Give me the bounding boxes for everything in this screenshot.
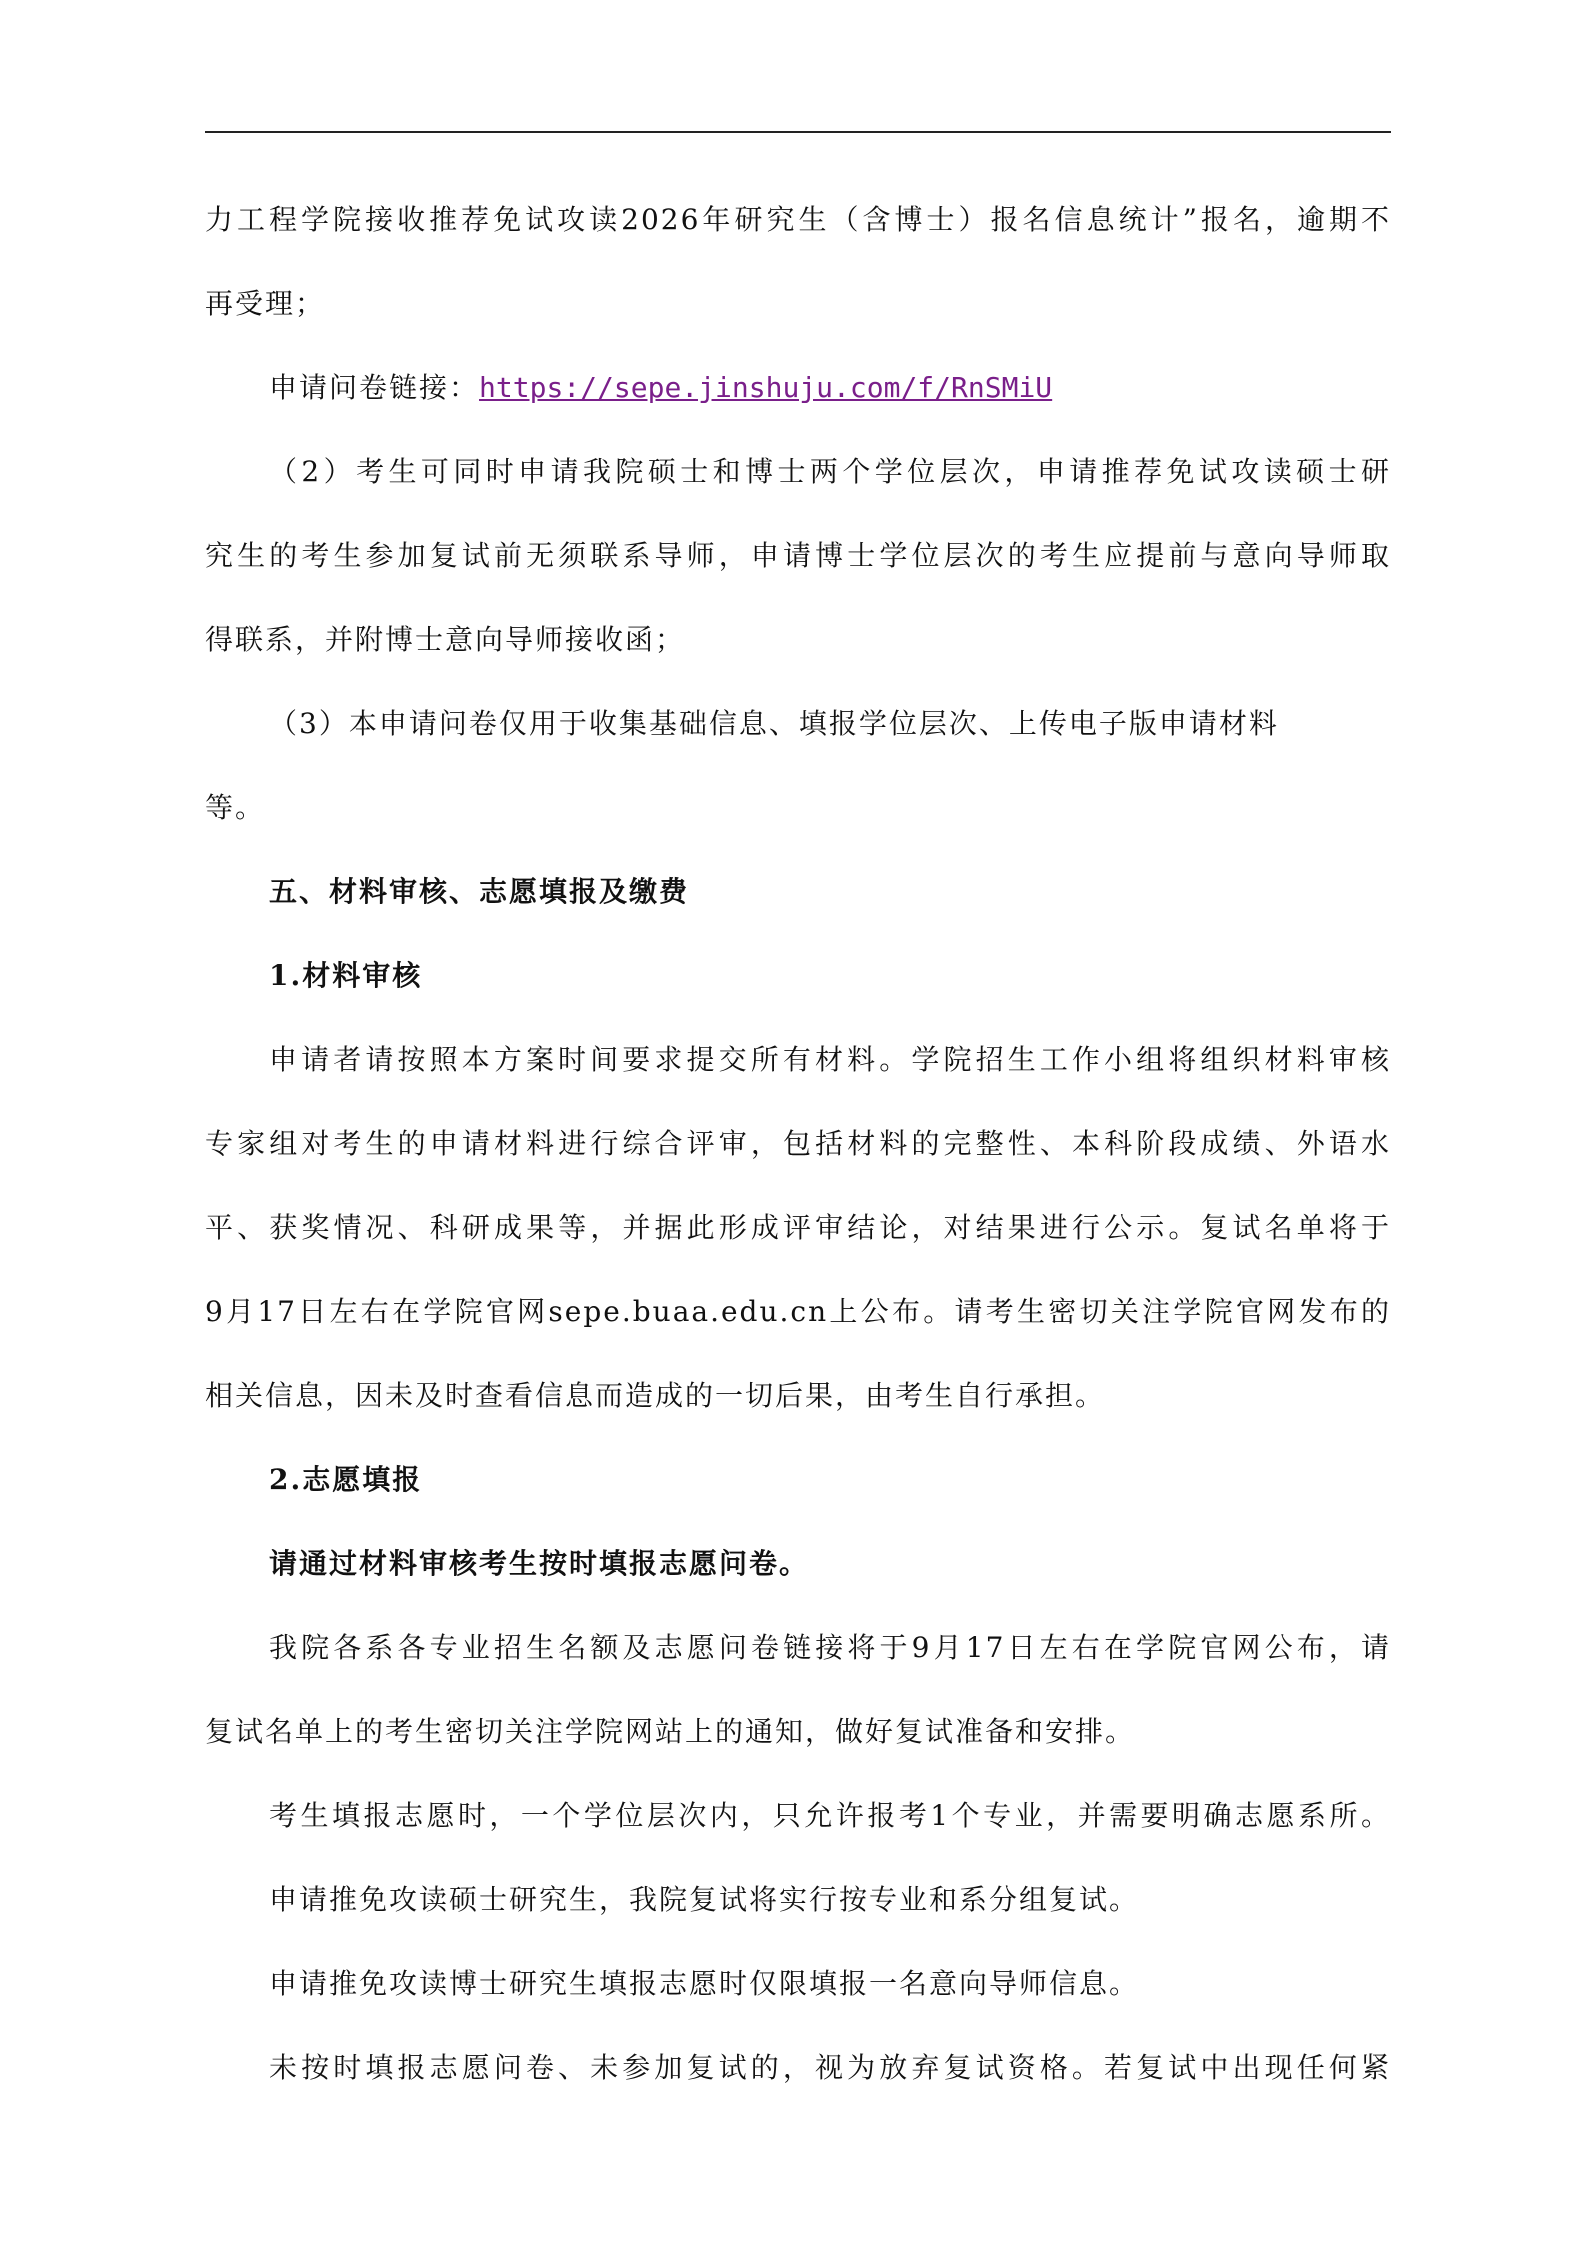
paragraph-line: 相关信息，因未及时查看信息而造成的一切后果，由考生自行承担。 [205,1379,1106,1412]
paragraph-line: 考生填报志愿时，一个学位层次内，只允许报考1个专业，并需要明确志愿系所。 [269,1799,1391,1832]
subsection-heading: 1.材料审核 [269,959,423,992]
paragraph-line: 申请者请按照本方案时间要求提交所有材料。学院招生工作小组将组织材料审核 [269,1043,1391,1076]
paragraph-line: 申请推免攻读硕士研究生，我院复试将实行按专业和系分组复试。 [269,1883,1140,1916]
paragraph-line: 平、获奖情况、科研成果等，并据此形成评审结论，对结果进行公示。复试名单将于 [205,1211,1391,1244]
header-rule [205,131,1391,133]
application-link-line [205,368,1391,408]
application-link[interactable]: https://sepe.jinshuju.com/f/RnSMiU [479,371,1053,404]
subsection-heading: 2.志愿填报 [269,1463,423,1496]
bold-paragraph: 请通过材料审核考生按时填报志愿问卷。 [269,1547,810,1580]
paragraph-line: 再受理； [205,287,326,320]
paragraph-line: （3）本申请问卷仅用于收集基础信息、填报学位层次、上传电子版申请材料 [269,707,1279,740]
paragraph-line: 得联系，并附博士意向导师接收函； [205,623,686,656]
paragraph-line: 究生的考生参加复试前无须联系导师，申请博士学位层次的考生应提前与意向导师取 [205,539,1391,572]
paragraph-line: （2）考生可同时申请我院硕士和博士两个学位层次，申请推荐免试攻读硕士研 [269,455,1391,488]
paragraph-line: 专家组对考生的申请材料进行综合评审，包括材料的完整性、本科阶段成绩、外语水 [205,1127,1391,1160]
paragraph-line: 申请推免攻读博士研究生填报志愿时仅限填报一名意向导师信息。 [269,1967,1140,2000]
paragraph-line: 未按时填报志愿问卷、未参加复试的，视为放弃复试资格。若复试中出现任何紧 [269,2051,1391,2084]
paragraph-line: 复试名单上的考生密切关注学院网站上的通知，做好复试准备和安排。 [205,1715,1136,1748]
paragraph-line: 力工程学院接收推荐免试攻读2026年研究生（含博士）报名信息统计”报名，逾期不 [205,203,1391,236]
link-label: 申请问卷链接： [269,371,480,404]
paragraph-line: 9月17日左右在学院官网sepe.buaa.edu.cn上公布。请考生密切关注学院官网发布的 [205,1295,1391,1328]
paragraph-line: 我院各系各专业招生名额及志愿问卷链接将于9月17日左右在学院官网公布，请 [269,1631,1391,1664]
section-heading: 五、材料审核、志愿填报及缴费 [269,875,690,908]
paragraph-line: 等。 [205,791,266,824]
